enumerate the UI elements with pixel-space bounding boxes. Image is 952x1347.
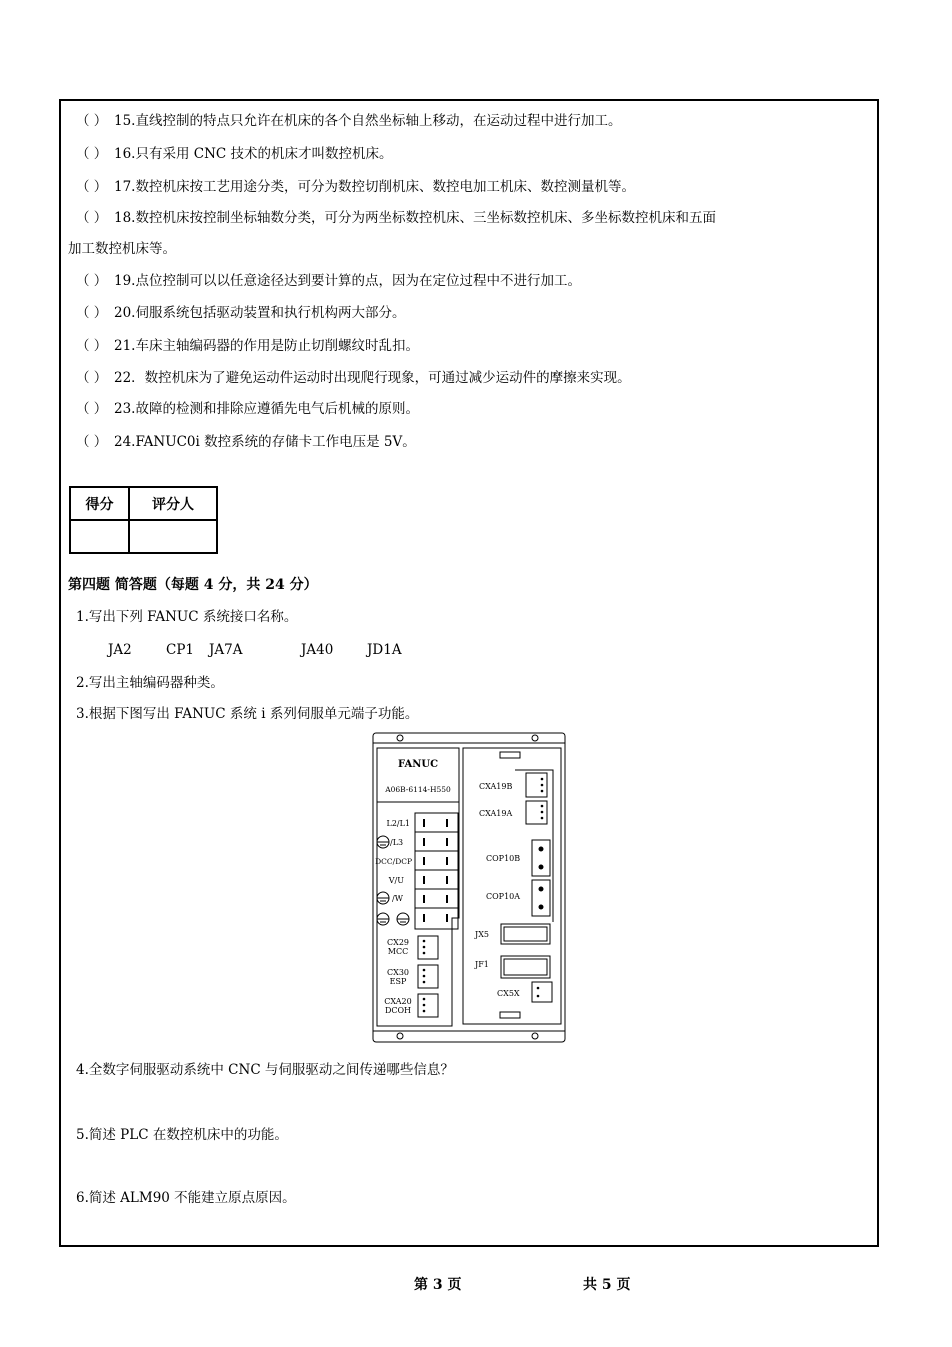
connector-label: CX30 [387,968,409,977]
terminal-label: /W [392,894,403,903]
question-18: （ ） 18.数控机床按控制坐标轴数分类，可分为两坐标数控机床、三坐标数控机床、多坐标数控机床和五面 [76,210,716,226]
port-label: JD1A [367,642,402,658]
terminal-label: V/U [388,876,404,885]
question-17: （ ） 17.数控机床按工艺用途分类，可分为数控切削机床、数控电加工机床、数控测量机等。 [76,179,635,195]
question-16: （ ） 16.只有采用 CNC 技术的机床才叫数控机床。 [76,146,393,162]
connector-label: DCOH [384,1006,412,1015]
question-23: （ ） 23.故障的检测和排除应遵循先电气后机械的原则。 [76,401,419,417]
port-label: CP1 [166,642,195,658]
port-label: JA2 [108,642,132,658]
question-22: （ ） 22．数控机床为了避免运动件运动时出现爬行现象，可通过减少运动件的摩擦来实现。 [76,370,631,386]
total-pages: 共 5 页 [583,1277,631,1293]
connector-label: CXA19B [479,782,513,791]
terminal-label: /L3 [390,838,404,847]
connector-label: JF1 [475,960,489,969]
connector-label: ESP [389,977,407,986]
section-title: 第四题 简答题（每题 4 分，共 24 分） [68,577,318,593]
terminal-label: L2/L1 [386,819,410,828]
port-label: JA40 [301,642,334,658]
score-cell[interactable] [70,520,129,553]
connector-label: CXA19A [479,809,513,818]
port-label: JA7A [209,642,243,658]
grader-header: 评分人 [129,487,217,520]
short-question-6: 6.简述 ALM90 不能建立原点原因。 [76,1190,296,1206]
question-20: （ ） 20.伺服系统包括驱动装置和执行机构两大部分。 [76,305,406,321]
servo-unit-diagram [372,732,566,1044]
model-label: A06B-6114-H550 [385,785,451,794]
score-header: 得分 [70,487,129,520]
question-19: （ ） 19.点位控制可以以任意途径达到要计算的点，因为在定位过程中不进行加工。 [76,273,581,289]
connector-label: COP10B [486,854,521,863]
short-question-2: 2.写出主轴编码器种类。 [76,675,224,691]
connector-label: JX5 [475,930,489,939]
score-table [69,486,218,554]
connector-label: CXA20 [384,997,412,1006]
short-question-4: 4.全数字伺服驱动系统中 CNC 与伺服驱动之间传递哪些信息？ [76,1062,454,1078]
question-18-continued: 加工数控机床等。 [68,241,176,257]
brand-label: FANUC [397,759,439,770]
connector-label: COP10A [486,892,521,901]
terminal-label: DCC/DCP [375,857,412,866]
grader-cell[interactable] [129,520,217,553]
question-21: （ ） 21.车床主轴编码器的作用是防止切削螺纹时乱扣。 [76,338,419,354]
short-question-3: 3.根据下图写出 FANUC 系统 i 系列伺服单元端子功能。 [76,706,419,722]
connector-label: CX5X [497,989,520,998]
question-15: （ ） 15.直线控制的特点只允许在机床的各个自然坐标轴上移动，在运动过程中进行加工。 [76,113,622,129]
connector-label: CX29 [387,938,409,947]
short-question-1: 1.写出下列 FANUC 系统接口名称。 [76,609,298,625]
question-24: （ ） 24.FANUC0i 数控系统的存储卡工作电压是 5V。 [76,434,416,450]
connector-label: MCC [387,947,409,956]
page-number: 第 3 页 [414,1277,462,1293]
short-question-5: 5.简述 PLC 在数控机床中的功能。 [76,1127,288,1143]
